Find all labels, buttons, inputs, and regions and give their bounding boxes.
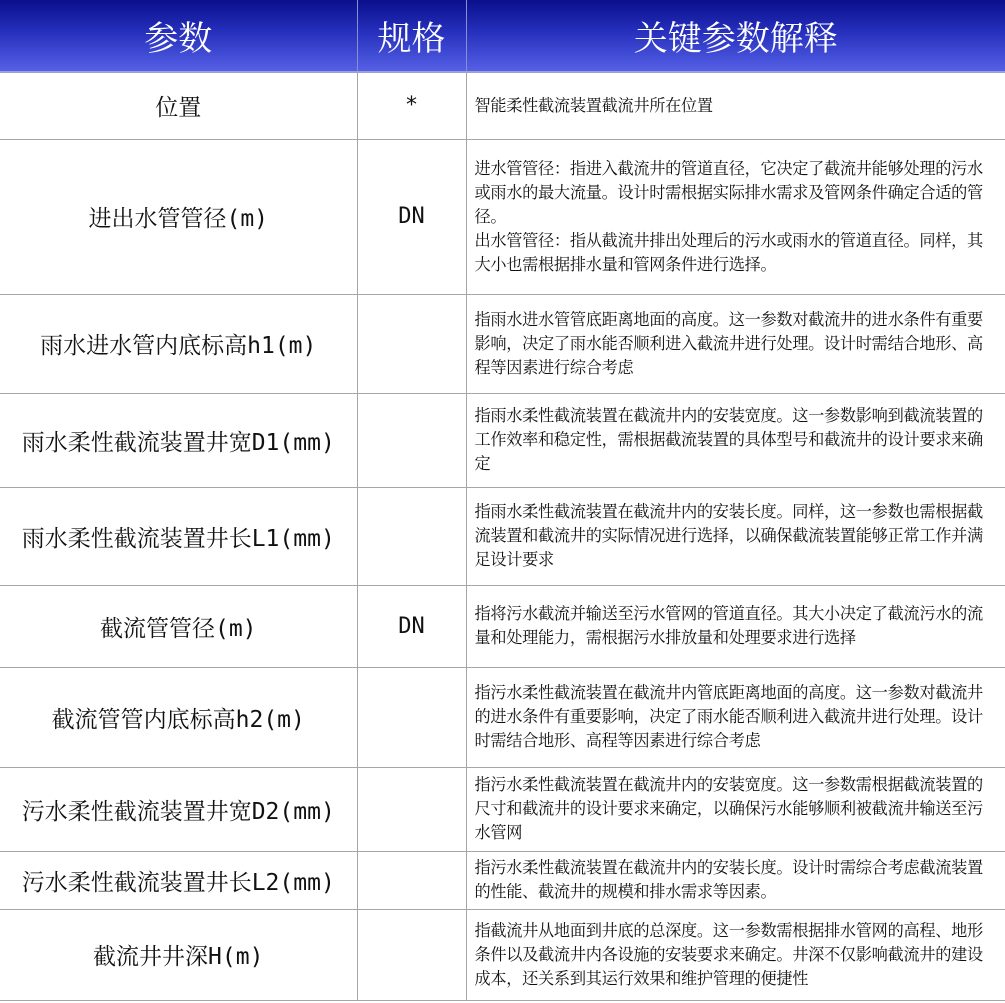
param-cell: 雨水柔性截流装置井长L1(mm): [0, 487, 357, 585]
table-row: [0, 139, 1005, 294]
header-param: 参数: [0, 0, 357, 72]
table-row: [0, 767, 1005, 851]
table-body: [0, 72, 1005, 1000]
spec-cell: [357, 294, 466, 393]
desc-cell: [466, 667, 1005, 767]
desc-cell: [466, 585, 1005, 667]
desc-text: 指将污水截流并输送至污水管网的管道直径。其大小决定了截流污水的流量和处理能力，需根据污水排放量和处理要求进行选择: [474, 604, 983, 647]
desc-text: 智能柔性截流装置截流井所在位置: [474, 95, 713, 115]
table-row: [0, 393, 1005, 487]
spec-cell: [357, 909, 466, 1000]
desc-text: 指截流井从地面到井底的总深度。这一参数需根据排水管网的高程、地形条件以及截流井内各设施的安装要求来确定。井深不仅影响截流井的建设成本，还关系到其运行效果和维护管理的便捷性: [474, 920, 983, 988]
desc-cell: [466, 294, 1005, 393]
desc-cell: [466, 487, 1005, 585]
param-cell: 雨水柔性截流装置井宽D1(mm): [0, 393, 357, 487]
desc-cell: [466, 851, 1005, 909]
desc-cell: [466, 767, 1005, 851]
table-row: [0, 851, 1005, 909]
param-cell: 截流井井深H(m): [0, 909, 357, 1000]
desc-text: 指污水柔性截流装置在截流井内的安装长度。设计时需综合考虑截流装置的性能、截流井的规模和排水需求等因素。: [474, 858, 983, 901]
spec-cell: [357, 487, 466, 585]
table-row: [0, 909, 1005, 1000]
table-row: [0, 585, 1005, 667]
desc-cell: [466, 72, 1005, 139]
spec-cell: *: [357, 72, 466, 139]
desc-text: 指雨水柔性截流装置在截流井内的安装宽度。这一参数影响到截流装置的工作效率和稳定性，需根据截流装置的具体型号和截流井的设计要求来确定: [474, 406, 983, 473]
desc-text: 指污水柔性截流装置在截流井内管底距离地面的高度。这一参数对截流井的进水条件有重要影响，决定了雨水能否顺利进入截流井进行处理。设计时需结合地形、高程等因素进行综合考虑: [474, 683, 983, 750]
spec-cell: [357, 767, 466, 851]
param-cell: 截流管管径(m): [0, 585, 357, 667]
table-row: [0, 667, 1005, 767]
spec-cell: [357, 667, 466, 767]
table-row: [0, 72, 1005, 139]
desc-text: 指污水柔性截流装置在截流井内的安装宽度。这一参数需根据截流装置的尺寸和截流井的设计要求来确定，以确保污水能够顺利被截流井输送至污水管网: [474, 775, 983, 842]
table-row: [0, 487, 1005, 585]
param-cell: 雨水进水管内底标高h1(m): [0, 294, 357, 393]
spec-cell: [357, 851, 466, 909]
table-header: [0, 0, 1005, 72]
spec-cell: [357, 393, 466, 487]
param-cell: 污水柔性截流装置井宽D2(mm): [0, 767, 357, 851]
desc-text: 指雨水柔性截流装置在截流井内的安装长度。同样，这一参数也需根据截流装置和截流井的实际情况进行选择，以确保截流装置能够正常工作并满足设计要求: [474, 502, 983, 569]
desc-text: 出水管管径：指从截流井排出处理后的污水或雨水的管道直径。同样，其大小也需根据排水量和管网条件进行选择。: [474, 230, 983, 274]
desc-text: 进水管管径：指进入截流井的管道直径，它决定了截流井能够处理的污水或雨水的最大流量。设计时需根据实际排水需求及管网条件确定合适的管径。: [474, 158, 983, 226]
header-desc: 关键参数解释: [466, 0, 1005, 72]
header-spec: 规格: [357, 0, 466, 72]
spec-cell: DN: [357, 139, 466, 294]
desc-text: 指雨水进水管管底距离地面的高度。这一参数对截流井的进水条件有重要影响，决定了雨水能否顺利进入截流井进行处理。设计时需结合地形、高程等因素进行综合考虑: [474, 309, 983, 377]
desc-cell: [466, 393, 1005, 487]
param-cell: 污水柔性截流装置井长L2(mm): [0, 851, 357, 909]
param-cell: 进出水管管径(m): [0, 139, 357, 294]
param-cell: 截流管管内底标高h2(m): [0, 667, 357, 767]
spec-cell: DN: [357, 585, 466, 667]
desc-cell: [466, 139, 1005, 294]
header-row: [0, 0, 1005, 72]
desc-cell: [466, 909, 1005, 1000]
param-cell: 位置: [0, 72, 357, 139]
table-row: [0, 294, 1005, 393]
